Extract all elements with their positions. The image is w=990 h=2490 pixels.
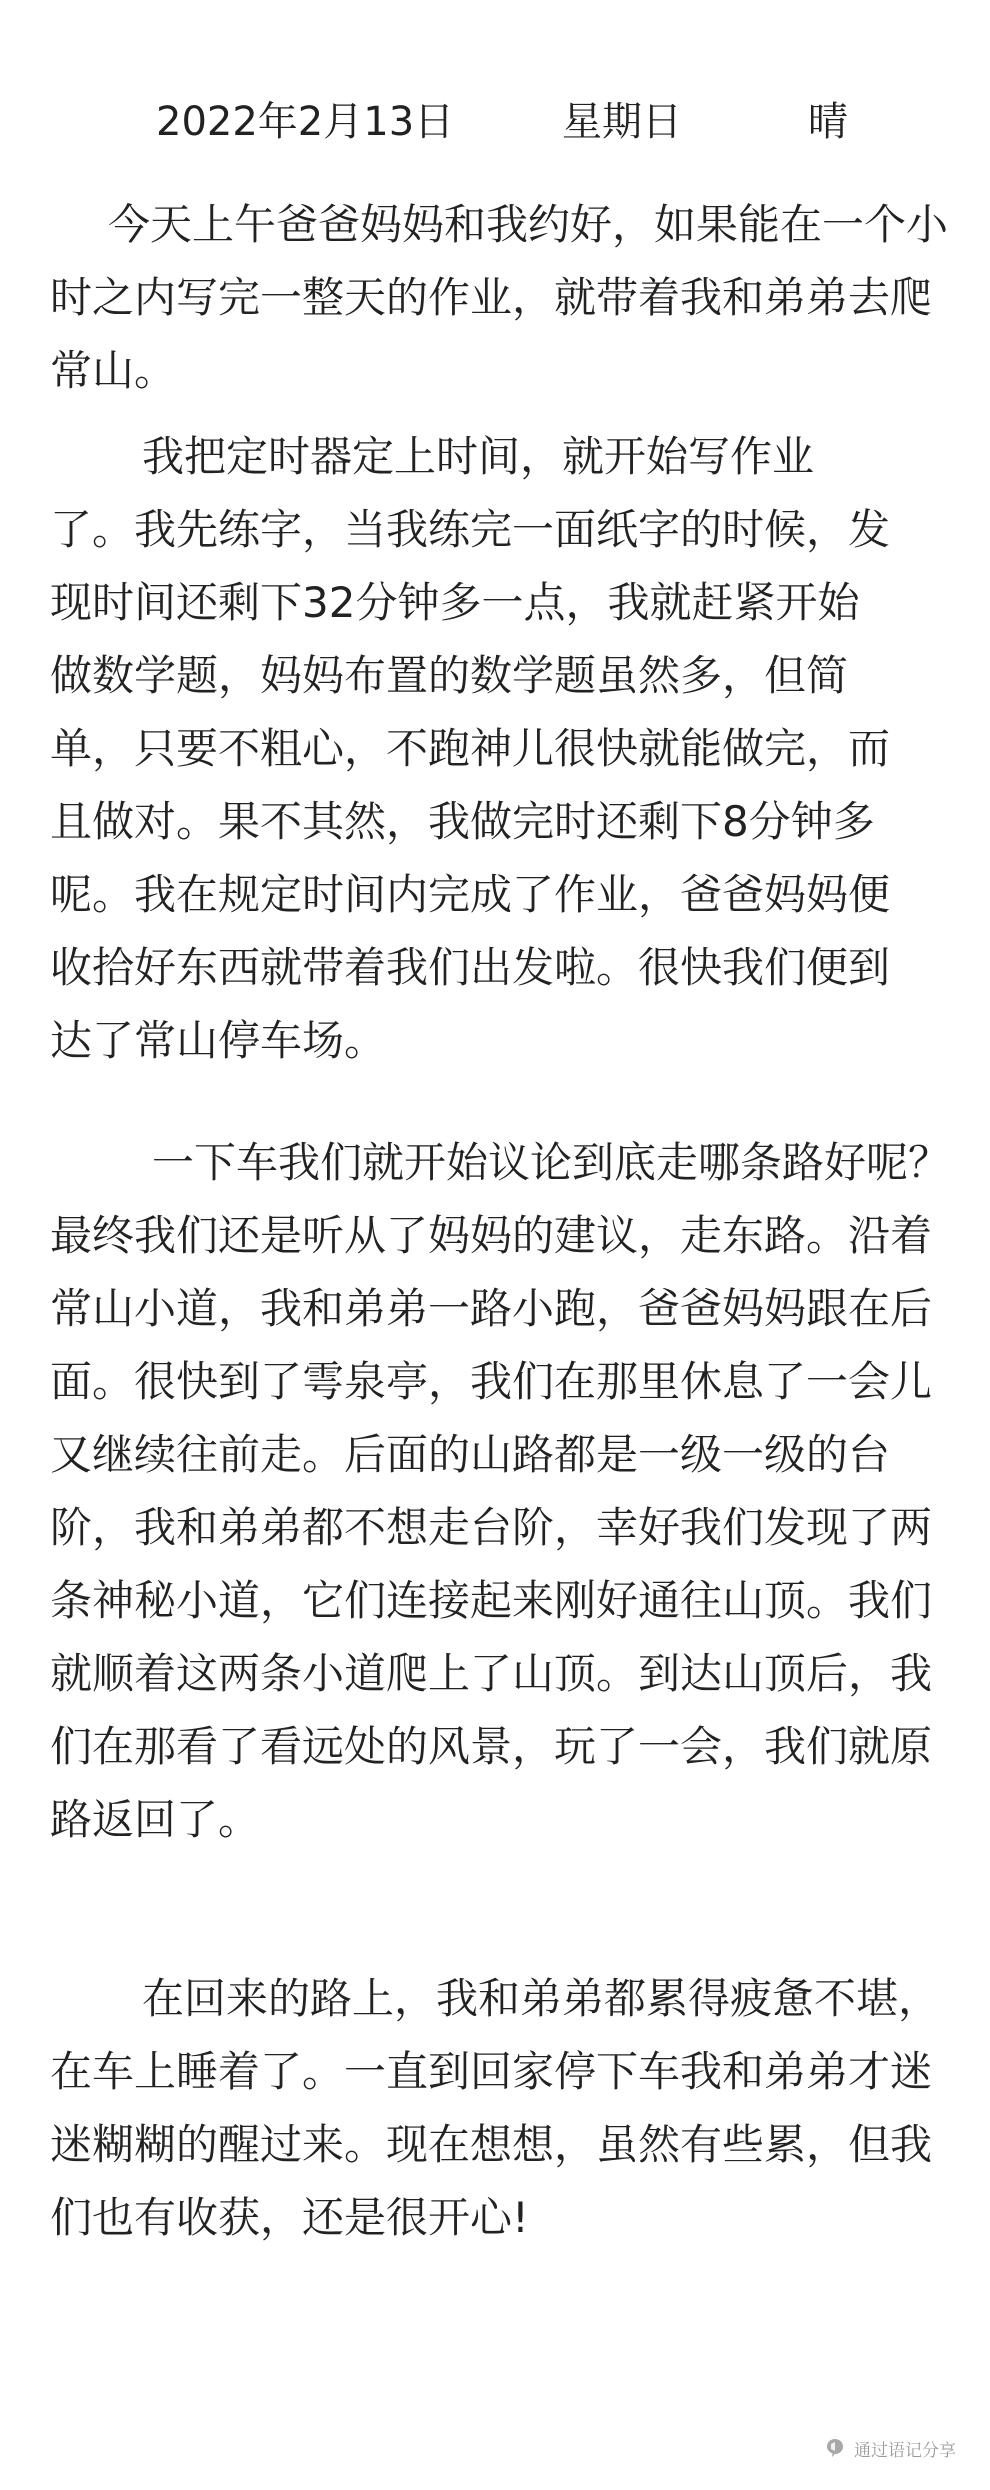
voice-notes-icon	[824, 2437, 846, 2459]
diary-date: 2022年2月13日	[156, 99, 455, 145]
diary-header	[0, 92, 990, 152]
share-text: 通过语记分享	[854, 2440, 956, 2461]
paragraph-1: 今天上午爸爸妈妈和我约好，如果能在一个小时之内写完一整天的作业，就带着我和弟弟去爬常山。	[50, 200, 949, 395]
paragraph-3: 一下车我们就开始议论到底走哪条路好呢？最终我们还是听从了妈妈的建议，走东路。沿着常山小道，我和弟弟一路小跑，爸爸妈妈跟在后面。很快到了雩泉亭，我们在那里休息了一会儿又继续往前走。后面的山路都是一级一级的台阶，我和弟弟都不想走台阶，幸好我们发现了两条神秘小道，它们连接起来刚好通往山顶。我们就顺着这两条小道爬上了山顶。到达山顶后，我们在那看了看远处的风景，玩了一会，我们就原路返回了。	[50, 1138, 951, 1844]
paragraph-4: 在回来的路上，我和弟弟都累得疲惫不堪，在车上睡着了。一直到回家停下车我和弟弟才迷迷糊糊的醒过来。现在想想，虽然有些累，但我们也有收获，还是很开心!	[50, 1974, 941, 2242]
paragraph-2: 我把定时器定上时间，就开始写作业了。我先练字，当我练完一面纸字的时候，发现时间还剩下32分钟多一点，我就赶紧开始做数学题，妈妈布置的数学题虽然多，但简单，只要不粗心，不跑神儿很快就能做完，而且做对。果不其然，我做完时还剩下8分钟多呢。我在规定时间内完成了作业，爸爸妈妈便收拾好东西就带着我们出发啦。很快我们便到达了常山停车场。	[50, 432, 891, 1065]
diary-weekday: 星期日	[562, 99, 682, 145]
share-watermark	[824, 2434, 956, 2462]
diary-weather: 晴	[808, 99, 848, 145]
